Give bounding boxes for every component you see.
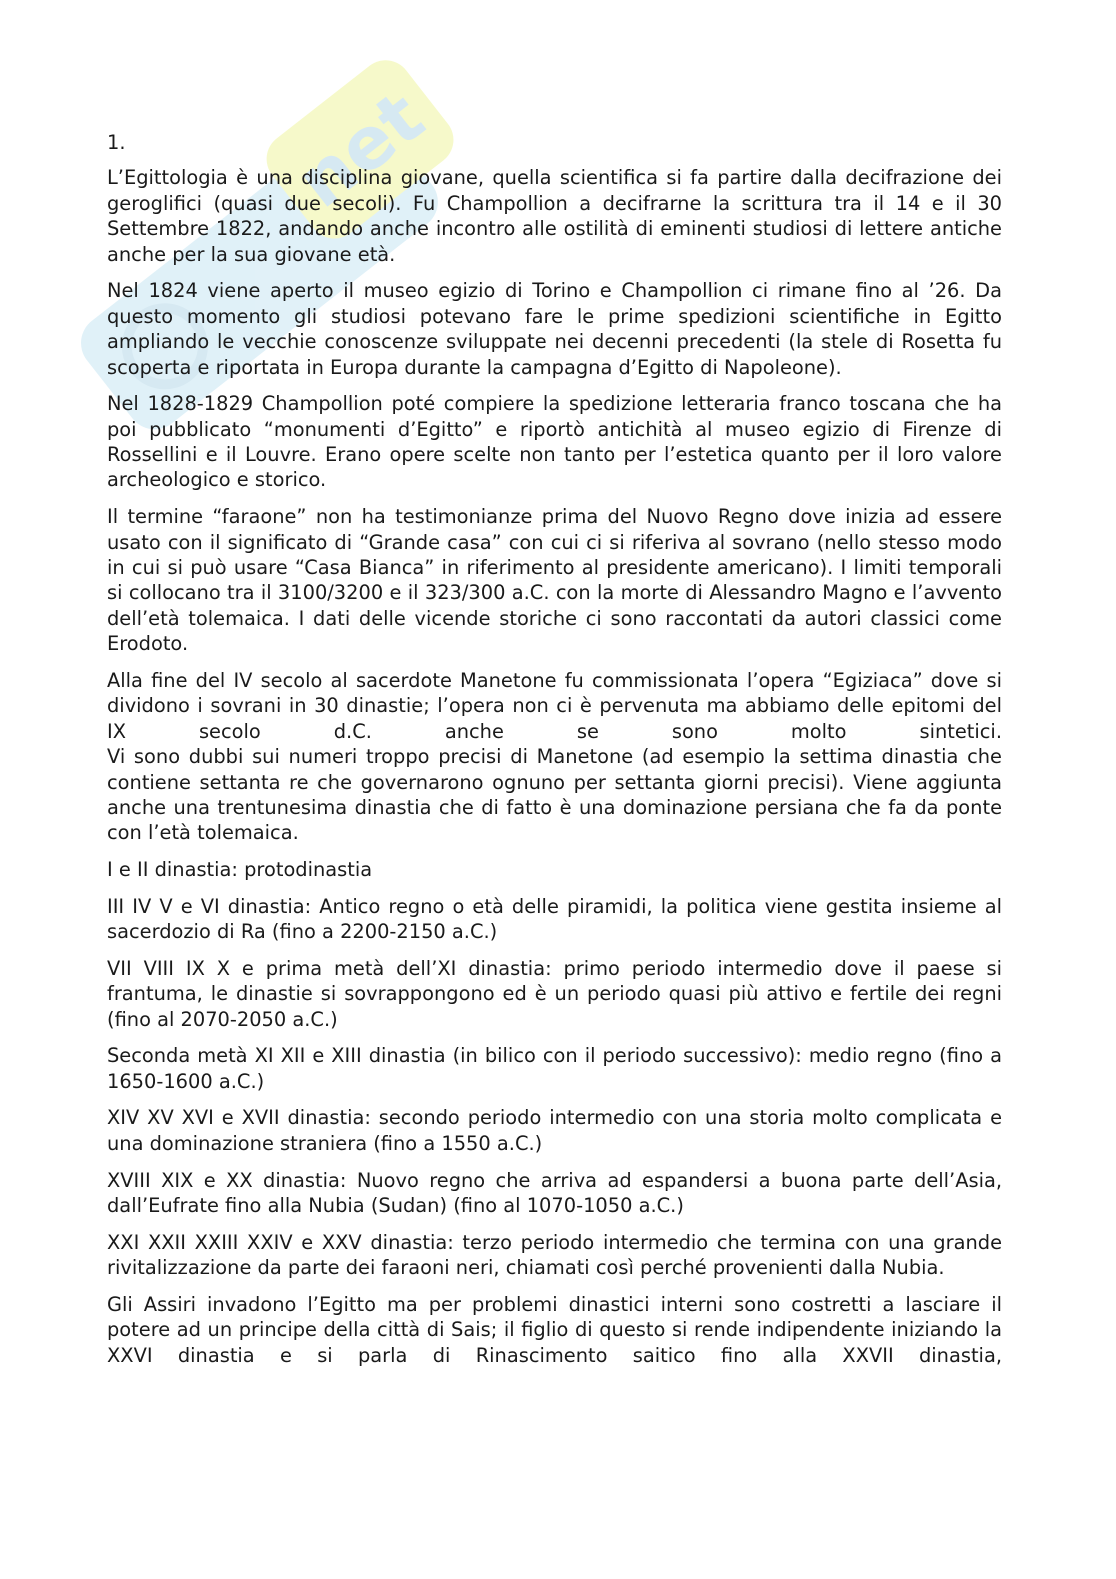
period-secondo-intermedio: XIV XV XVI e XVII dinastia: secondo periodo intermedio con una storia molto complicata e una dominazione straniera (fino a 1550 a.C.) xyxy=(107,1106,1002,1155)
period-protodinastia: I e II dinastia: protodinastia xyxy=(107,858,373,882)
paragraph-spedizione: Nel 1828-1829 Champollion poté compiere la spedizione letteraria franco toscana che ha poi pubblicato “monumenti d’Egitto” e riportò antichità al museo egizio di Firenze di Rossellini e il Louvre. Erano opere scelte non tanto per l’estetica quanto per il loro valore archeologico e storico. xyxy=(107,392,1002,492)
paragraph-assiri: Gli Assiri invadono l’Egitto ma per problemi dinastici interni sono costretti a lasciare il potere ad un principe della città di Sais; il figlio di questo si rende indipendente iniziando la XXVI dinastia e si parla di Rinascimento saitico fino alla XXVII dinastia, xyxy=(107,1292,1002,1367)
period-medio-regno: Seconda metà XI XII e XIII dinastia (in bilico con il periodo successivo): medio regno (fino a 1650-1600 a.C.) xyxy=(107,1044,1002,1093)
manetone-part-2: Vi sono dubbi sui numeri troppo precisi di Manetone (ad esempio la settima dinastia che contiene settanta re che governarono ognuno per settanta giorni precisi). Viene aggiunta anche una trentunesima dinastia che di fatto è una dominazione persiana che fa da ponte con l’età tolemaica. xyxy=(107,745,1002,845)
manetone-part-1: Alla fine del IV secolo al sacerdote Manetone fu commissionata l’opera “Egiziaca” dove si dividono i sovrani in 30 dinastie; l’opera non ci è pervenuta ma abbiamo delle epitomi del IX secolo d.C. anche se sono molto sintetici. xyxy=(107,668,1002,743)
paragraph-museo-torino: Nel 1824 viene aperto il museo egizio di Torino e Champollion ci rimane fino al ’26. Da questo momento gli studiosi potevano fare le prime spedizioni scientifiche in Egitto ampliando le vecchie conoscenze sviluppate nei decenni precedenti (la stele di Rosetta fu scoperta e riportata in Europa durante la campagna d’Egitto di Napoleone). xyxy=(107,279,1002,379)
paragraph-manetone xyxy=(107,668,1002,846)
section-number: 1. xyxy=(107,131,126,154)
period-primo-intermedio: VII VIII IX X e prima metà dell’XI dinastia: primo periodo intermedio dove il paese si frantuma, le dinastie si sovrappongono ed è un periodo quasi più attivo e fertile dei regni (fino al 2070-2050 a.C.) xyxy=(107,956,1002,1031)
period-antico-regno: III IV V e VI dinastia: Antico regno o età delle piramidi, la politica viene gestita insieme al sacerdozio di Ra (fino a 2200-2150 a.C.) xyxy=(107,894,1002,944)
paragraph-intro: L’Egittologia è una disciplina giovane, quella scientifica si fa partire dalla decifrazione dei geroglifici (quasi due secoli). Fu Champollion a decifrarne la scrittura tra il 14 e il 30 Settembre 1822, andando anche incontro alle ostilità di eminenti studiosi di lettere antiche anche per la sua giovane età. xyxy=(107,166,1002,266)
period-terzo-intermedio: XXI XXII XXIII XXIV e XXV dinastia: terzo periodo intermedio che termina con una grande rivitalizzazione da parte dei faraoni neri, chiamati così perché provenienti dalla Nubia. xyxy=(107,1230,1002,1280)
paragraph-faraone: Il termine “faraone” non ha testimonianze prima del Nuovo Regno dove inizia ad essere usato con il significato di “Grande casa” con cui ci si riferiva al sovrano (nello stesso modo in cui si può usare “Casa Bianca” in riferimento al presidente americano). I limiti temporali si collocano tra il 3100/3200 e il 323/300 a.C. con la morte di Alessandro Magno e l’avvento dell’età tolemaica. I dati delle vicende storiche ci sono raccontati da autori classici come Erodoto. xyxy=(107,505,1002,656)
document-page xyxy=(107,130,1002,1379)
watermark-text: net xyxy=(281,74,440,224)
period-nuovo-regno: XVIII XIX e XX dinastia: Nuovo regno che arriva ad espandersi a buona parte dell’Asia, dall’Eufrate fino alla Nubia (Sudan) (fino al 1070-1050 a.C.) xyxy=(107,1168,1002,1217)
